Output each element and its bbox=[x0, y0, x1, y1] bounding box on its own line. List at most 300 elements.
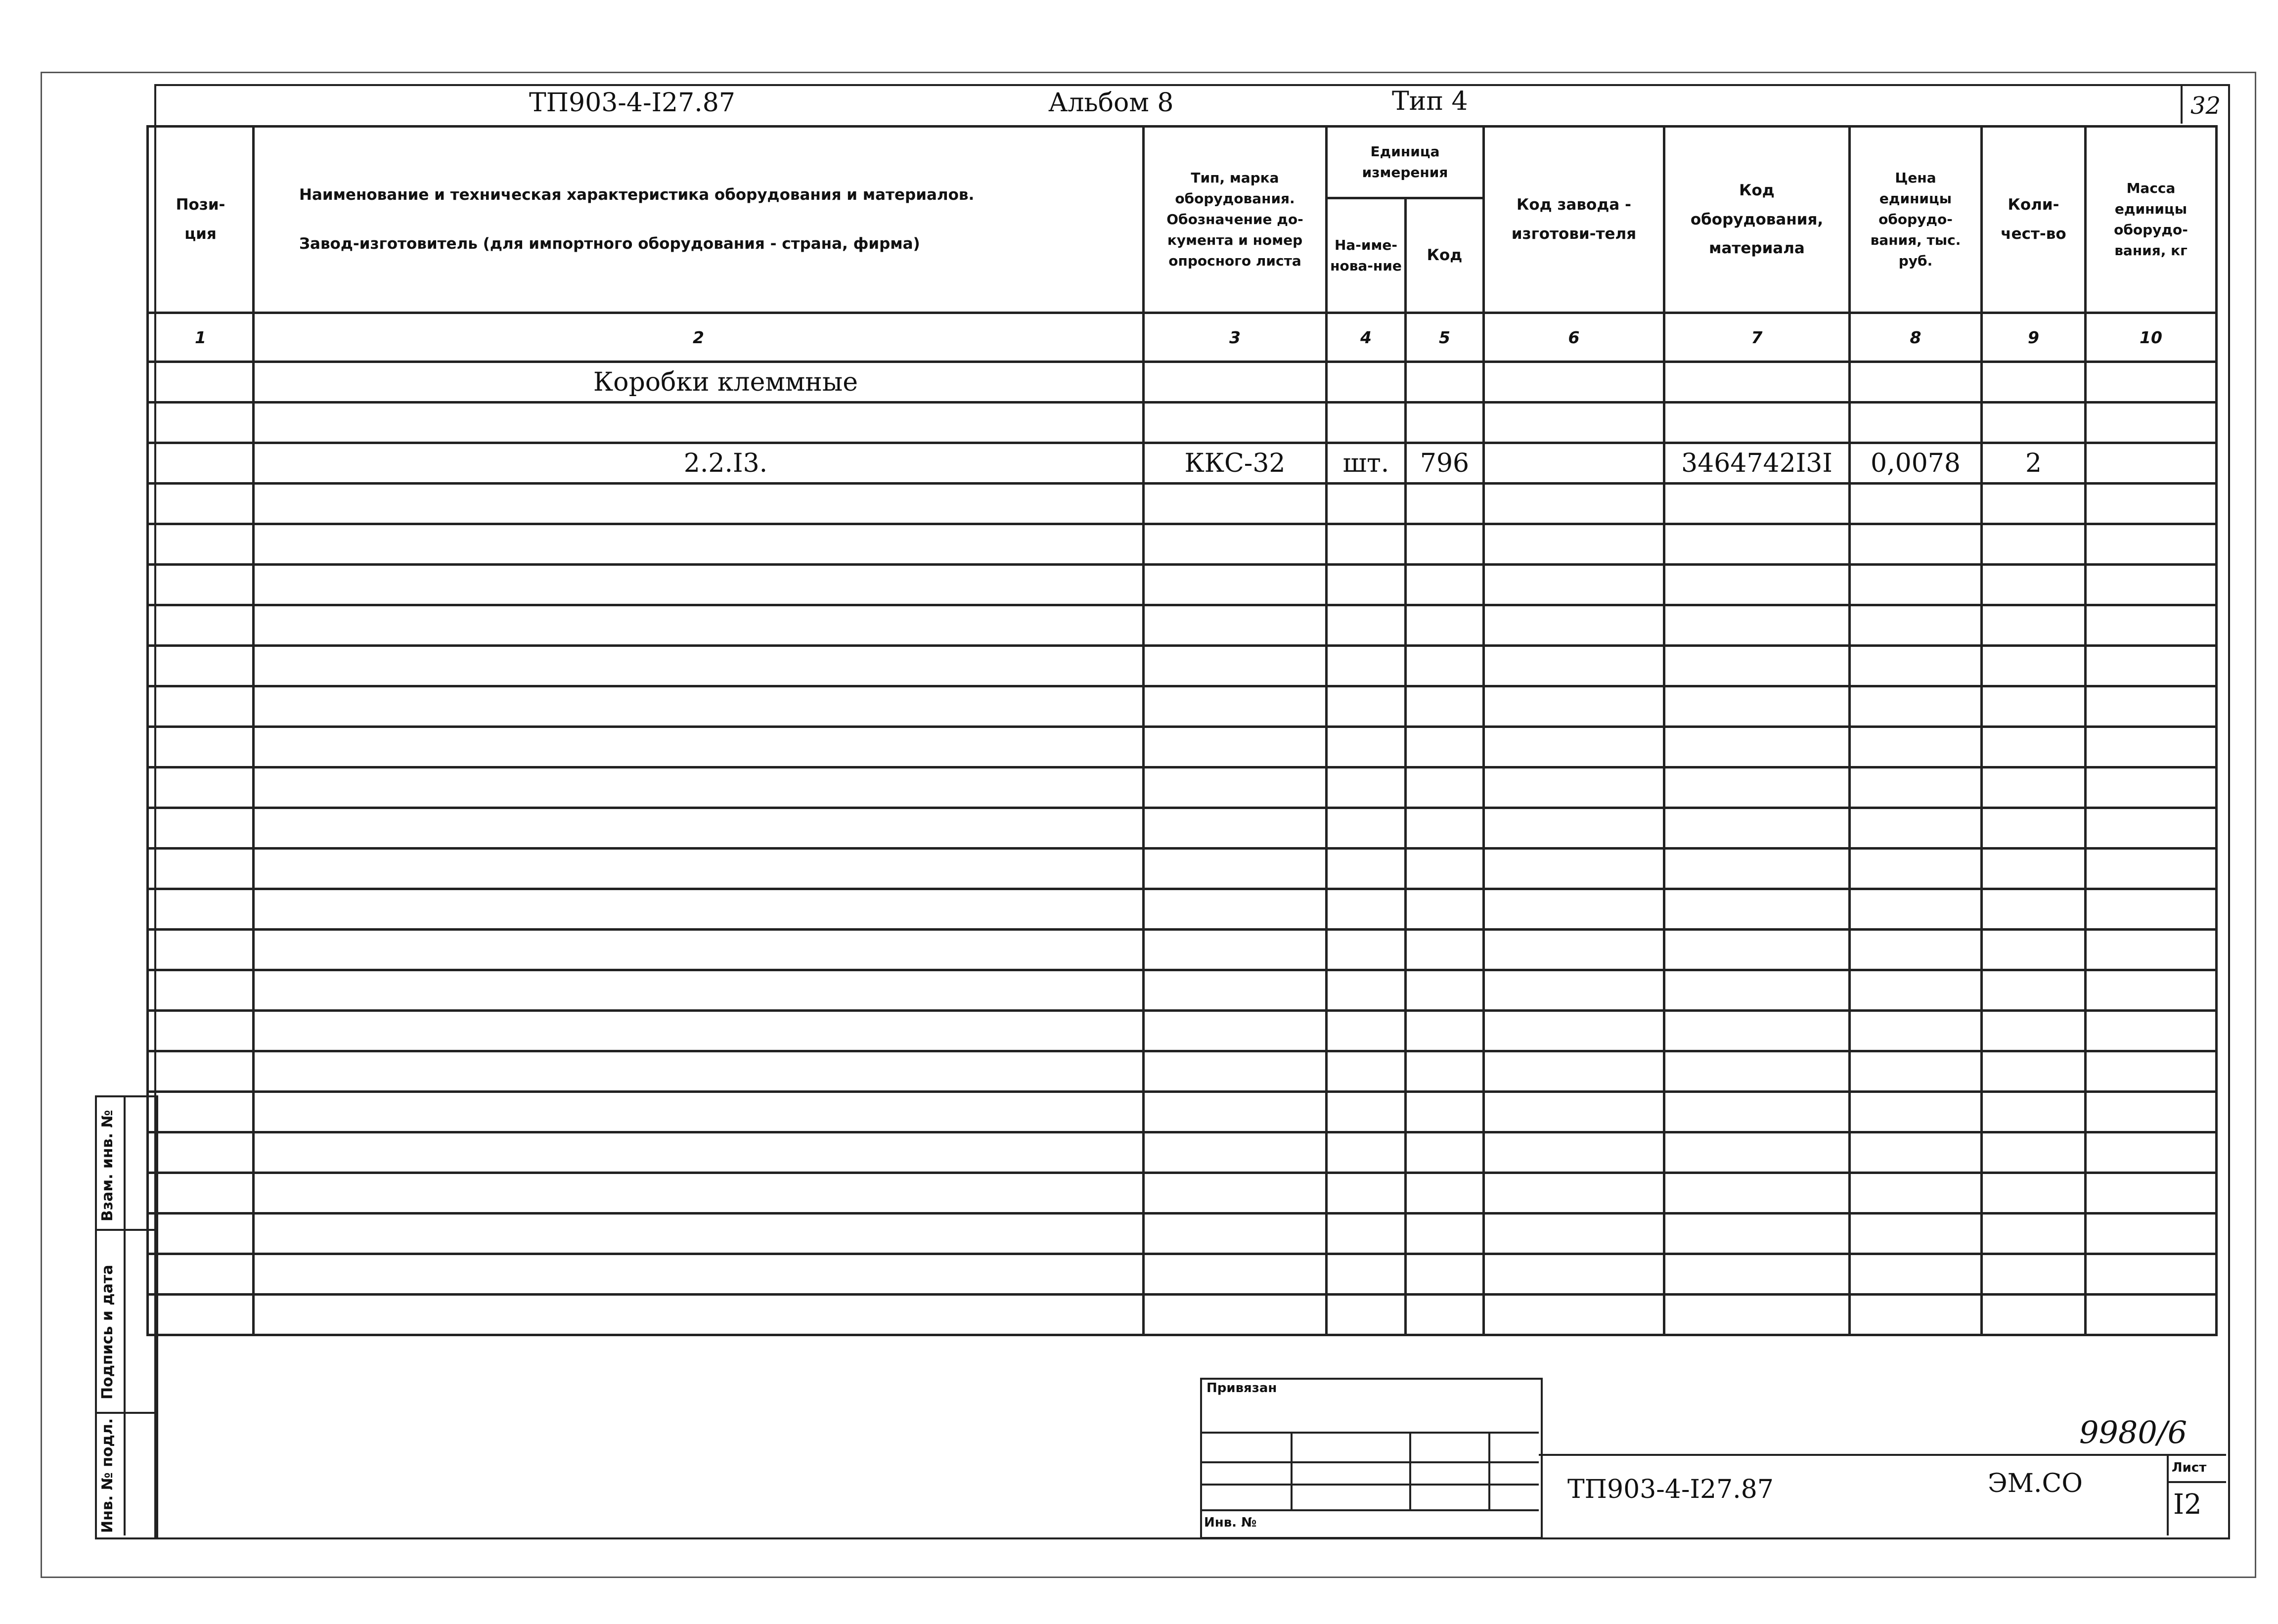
table-cell-c8 bbox=[1850, 889, 1982, 930]
table-cell-c4 bbox=[1327, 362, 1406, 403]
table-cell-c2 bbox=[254, 1295, 1144, 1335]
table-cell-c6 bbox=[1484, 484, 1664, 524]
col-header-type: Тип, марка оборудования. Обозначение до-кумента и номер опросного листа bbox=[1144, 127, 1327, 313]
table-cell-c10 bbox=[2086, 889, 2217, 930]
table-cell-c5 bbox=[1406, 646, 1484, 686]
side-label-inv-podl: Инв. № подл. bbox=[99, 1418, 116, 1533]
table-cell-c7 bbox=[1664, 1092, 1850, 1132]
table-cell-c6 bbox=[1484, 646, 1664, 686]
table-cell-c10 bbox=[2086, 1092, 2217, 1132]
table-cell-c7 bbox=[1664, 1132, 1850, 1173]
table-cell-c8 bbox=[1850, 849, 1982, 889]
table-cell-c7 bbox=[1664, 1214, 1850, 1254]
table-cell-c5 bbox=[1406, 1254, 1484, 1295]
table-cell-c8 bbox=[1850, 646, 1982, 686]
table-cell-c4 bbox=[1327, 565, 1406, 605]
col-number: 8 bbox=[1850, 313, 1982, 362]
table-cell-c8 bbox=[1850, 565, 1982, 605]
table-row bbox=[148, 605, 2217, 646]
table-cell-c8 bbox=[1850, 970, 1982, 1011]
table-row bbox=[148, 362, 2217, 403]
table-cell-c2: Коробки клеммные bbox=[254, 362, 1144, 403]
table-cell-c1 bbox=[148, 1092, 254, 1132]
table-cell-c9 bbox=[1982, 727, 2086, 767]
stamp-doc-mark: ЭМ.СО bbox=[1988, 1469, 2083, 1498]
table-cell-c1 bbox=[148, 565, 254, 605]
table-cell-c2 bbox=[254, 524, 1144, 565]
table-cell-c8 bbox=[1850, 1051, 1982, 1092]
table-cell-c6 bbox=[1484, 443, 1664, 484]
side-label-sign-date: Подпись и дата bbox=[99, 1264, 116, 1399]
table-cell-c2 bbox=[254, 605, 1144, 646]
table-cell-c3 bbox=[1144, 1132, 1327, 1173]
table-cell-c5: 796 bbox=[1406, 443, 1484, 484]
table-cell-c5 bbox=[1406, 727, 1484, 767]
table-cell-c2 bbox=[254, 484, 1144, 524]
table-cell-c4 bbox=[1327, 1092, 1406, 1132]
table-cell-c9 bbox=[1982, 484, 2086, 524]
table-cell-c6 bbox=[1484, 889, 1664, 930]
side-divider bbox=[95, 1229, 154, 1231]
table-cell-c1 bbox=[148, 727, 254, 767]
table-cell-c5 bbox=[1406, 930, 1484, 970]
table-cell-c7 bbox=[1664, 403, 1850, 443]
table-cell-c6 bbox=[1484, 1214, 1664, 1254]
table-cell-c8 bbox=[1850, 1295, 1982, 1335]
table-cell-c8 bbox=[1850, 1214, 1982, 1254]
table-cell-c2: 2.2.I3. bbox=[254, 443, 1144, 484]
table-cell-c8 bbox=[1850, 1254, 1982, 1295]
table-cell-c1 bbox=[148, 362, 254, 403]
table-cell-c7 bbox=[1664, 808, 1850, 849]
doc-code-header: ТП903-4-I27.87 bbox=[529, 88, 735, 118]
table-cell-c10 bbox=[2086, 443, 2217, 484]
table-cell-c4 bbox=[1327, 1132, 1406, 1173]
table-cell-c6 bbox=[1484, 1173, 1664, 1214]
table-cell-c1 bbox=[148, 1051, 254, 1092]
table-cell-c9 bbox=[1982, 605, 2086, 646]
table-cell-c8 bbox=[1850, 362, 1982, 403]
table-cell-c3 bbox=[1144, 889, 1327, 930]
table-cell-c7 bbox=[1664, 1011, 1850, 1051]
table-cell-c9 bbox=[1982, 808, 2086, 849]
table-cell-c1 bbox=[148, 646, 254, 686]
table-cell-c1 bbox=[148, 767, 254, 808]
table-cell-c10 bbox=[2086, 362, 2217, 403]
col-number: 4 bbox=[1327, 313, 1406, 362]
title-block-divider bbox=[2167, 1481, 2226, 1483]
table-cell-c4 bbox=[1327, 727, 1406, 767]
table-cell-c4: шт. bbox=[1327, 443, 1406, 484]
table-cell-c9 bbox=[1982, 686, 2086, 727]
table-row bbox=[148, 808, 2217, 849]
col-number: 2 bbox=[254, 313, 1144, 362]
col-number: 10 bbox=[2086, 313, 2217, 362]
table-cell-c5 bbox=[1406, 1295, 1484, 1335]
table-row bbox=[148, 1132, 2217, 1173]
table-row bbox=[148, 686, 2217, 727]
table-cell-c8 bbox=[1850, 605, 1982, 646]
table-row bbox=[148, 1011, 2217, 1051]
table-cell-c10 bbox=[2086, 1173, 2217, 1214]
table-cell-c7 bbox=[1664, 565, 1850, 605]
col-number: 3 bbox=[1144, 313, 1327, 362]
handwritten-number: 9980/6 bbox=[2079, 1414, 2188, 1450]
side-divider bbox=[124, 1095, 126, 1535]
stamp-privyazan-label: Привязан bbox=[1206, 1381, 1277, 1396]
table-cell-c7 bbox=[1664, 930, 1850, 970]
table-cell-c4 bbox=[1327, 484, 1406, 524]
table-cell-c8 bbox=[1850, 727, 1982, 767]
table-cell-c10 bbox=[2086, 484, 2217, 524]
col-header-material-code: Код оборудования, материала bbox=[1664, 127, 1850, 313]
table-cell-c5 bbox=[1406, 808, 1484, 849]
table-cell-c9 bbox=[1982, 930, 2086, 970]
table-cell-c9 bbox=[1982, 1173, 2086, 1214]
table-row bbox=[148, 565, 2217, 605]
table-cell-c10 bbox=[2086, 930, 2217, 970]
table-cell-c6 bbox=[1484, 1092, 1664, 1132]
table-cell-c7 bbox=[1664, 1173, 1850, 1214]
table-cell-c3: ККС-32 bbox=[1144, 443, 1327, 484]
table-cell-c1 bbox=[148, 889, 254, 930]
table-cell-c4 bbox=[1327, 1295, 1406, 1335]
table-cell-c4 bbox=[1327, 605, 1406, 646]
table-cell-c8 bbox=[1850, 808, 1982, 849]
table-row bbox=[148, 970, 2217, 1011]
table-cell-c9 bbox=[1982, 849, 2086, 889]
table-cell-c10 bbox=[2086, 808, 2217, 849]
stamp-grid bbox=[1409, 1432, 1411, 1511]
table-cell-c10 bbox=[2086, 1214, 2217, 1254]
table-cell-c6 bbox=[1484, 686, 1664, 727]
table-cell-c3 bbox=[1144, 484, 1327, 524]
table-cell-c2 bbox=[254, 889, 1144, 930]
table-cell-c2 bbox=[254, 849, 1144, 889]
col-number: 5 bbox=[1406, 313, 1484, 362]
table-cell-c1 bbox=[148, 484, 254, 524]
table-cell-c5 bbox=[1406, 484, 1484, 524]
table-cell-c9 bbox=[1982, 362, 2086, 403]
table-row bbox=[148, 1173, 2217, 1214]
table-cell-c1 bbox=[148, 443, 254, 484]
table-cell-c10 bbox=[2086, 403, 2217, 443]
table-cell-c6 bbox=[1484, 524, 1664, 565]
table-cell-c2 bbox=[254, 686, 1144, 727]
table-cell-c1 bbox=[148, 970, 254, 1011]
table-cell-c2 bbox=[254, 1011, 1144, 1051]
table-cell-c10 bbox=[2086, 524, 2217, 565]
table-cell-c7 bbox=[1664, 970, 1850, 1011]
table-cell-c3 bbox=[1144, 930, 1327, 970]
table-cell-c7 bbox=[1664, 1295, 1850, 1335]
table-cell-c1 bbox=[148, 686, 254, 727]
table-cell-c7 bbox=[1664, 484, 1850, 524]
table-cell-c8 bbox=[1850, 767, 1982, 808]
table-cell-c3 bbox=[1144, 646, 1327, 686]
table-cell-c8 bbox=[1850, 524, 1982, 565]
table-cell-c1 bbox=[148, 930, 254, 970]
table-cell-c6 bbox=[1484, 1011, 1664, 1051]
table-cell-c2 bbox=[254, 808, 1144, 849]
table-cell-c9: 2 bbox=[1982, 443, 2086, 484]
table-cell-c2 bbox=[254, 930, 1144, 970]
table-cell-c8 bbox=[1850, 930, 1982, 970]
table-cell-c6 bbox=[1484, 727, 1664, 767]
table-cell-c4 bbox=[1327, 767, 1406, 808]
col-header-unit: Единица измерения bbox=[1327, 127, 1484, 198]
table-cell-c1 bbox=[148, 849, 254, 889]
col-header-unit-name: На-име-нова-ние bbox=[1327, 198, 1406, 313]
table-cell-c5 bbox=[1406, 524, 1484, 565]
table-row bbox=[148, 1092, 2217, 1132]
table-cell-c7 bbox=[1664, 889, 1850, 930]
table-cell-c7 bbox=[1664, 767, 1850, 808]
table-row bbox=[148, 524, 2217, 565]
table-cell-c6 bbox=[1484, 1132, 1664, 1173]
stamp-inv-label: Инв. № bbox=[1204, 1515, 1257, 1530]
table-cell-c9 bbox=[1982, 1011, 2086, 1051]
table-cell-c1 bbox=[148, 605, 254, 646]
table-cell-c4 bbox=[1327, 1051, 1406, 1092]
table-cell-c10 bbox=[2086, 565, 2217, 605]
table-cell-c6 bbox=[1484, 930, 1664, 970]
table-cell-c8 bbox=[1850, 686, 1982, 727]
table-cell-c5 bbox=[1406, 1173, 1484, 1214]
table-cell-c3 bbox=[1144, 1254, 1327, 1295]
table-cell-c4 bbox=[1327, 930, 1406, 970]
table-cell-c9 bbox=[1982, 646, 2086, 686]
table-cell-c10 bbox=[2086, 646, 2217, 686]
table-cell-c4 bbox=[1327, 646, 1406, 686]
table-row bbox=[148, 727, 2217, 767]
table-cell-c6 bbox=[1484, 605, 1664, 646]
table-cell-c1 bbox=[148, 1011, 254, 1051]
table-cell-c5 bbox=[1406, 1092, 1484, 1132]
table-cell-c10 bbox=[2086, 849, 2217, 889]
table-cell-c3 bbox=[1144, 767, 1327, 808]
table-cell-c4 bbox=[1327, 1254, 1406, 1295]
col-header-factory-code: Код завода - изготови-теля bbox=[1484, 127, 1664, 313]
table-cell-c1 bbox=[148, 1214, 254, 1254]
col-number: 7 bbox=[1664, 313, 1850, 362]
table-cell-c6 bbox=[1484, 1254, 1664, 1295]
table-cell-c5 bbox=[1406, 849, 1484, 889]
table-cell-c5 bbox=[1406, 889, 1484, 930]
table-cell-c6 bbox=[1484, 403, 1664, 443]
table-cell-c8 bbox=[1850, 484, 1982, 524]
col-header-price: Цена единицы оборудо-вания, тыс. руб. bbox=[1850, 127, 1982, 313]
stamp-grid bbox=[1488, 1432, 1490, 1511]
spec-table bbox=[146, 125, 2218, 1336]
table-cell-c10 bbox=[2086, 686, 2217, 727]
table-cell-c1 bbox=[148, 1173, 254, 1214]
col-header-mass: Масса единицы оборудо-вания, кг bbox=[2086, 127, 2217, 313]
table-cell-c3 bbox=[1144, 970, 1327, 1011]
table-cell-c2 bbox=[254, 1092, 1144, 1132]
table-row bbox=[148, 443, 2217, 484]
table-cell-c3 bbox=[1144, 403, 1327, 443]
col-header-name: Наименование и техническая характеристика оборудования и материалов. Завод-изготовитель (для импортного оборудования - страна, фирма) bbox=[254, 127, 1144, 313]
table-cell-c6 bbox=[1484, 362, 1664, 403]
table-cell-c3 bbox=[1144, 1214, 1327, 1254]
table-cell-c2 bbox=[254, 767, 1144, 808]
table-cell-c10 bbox=[2086, 727, 2217, 767]
table-cell-c10 bbox=[2086, 1254, 2217, 1295]
table-cell-c3 bbox=[1144, 1092, 1327, 1132]
table-cell-c5 bbox=[1406, 970, 1484, 1011]
table-row bbox=[148, 1214, 2217, 1254]
table-row bbox=[148, 403, 2217, 443]
table-cell-c1 bbox=[148, 1254, 254, 1295]
table-cell-c3 bbox=[1144, 565, 1327, 605]
table-cell-c2 bbox=[254, 970, 1144, 1011]
table-row bbox=[148, 1051, 2217, 1092]
table-cell-c2 bbox=[254, 1214, 1144, 1254]
table-cell-c10 bbox=[2086, 1132, 2217, 1173]
table-cell-c5 bbox=[1406, 565, 1484, 605]
table-cell-c9 bbox=[1982, 1254, 2086, 1295]
table-cell-c10 bbox=[2086, 970, 2217, 1011]
col-number: 1 bbox=[148, 313, 254, 362]
table-cell-c3 bbox=[1144, 524, 1327, 565]
table-cell-c1 bbox=[148, 1295, 254, 1335]
table-cell-c9 bbox=[1982, 970, 2086, 1011]
table-cell-c6 bbox=[1484, 849, 1664, 889]
table-cell-c10 bbox=[2086, 1295, 2217, 1335]
table-cell-c2 bbox=[254, 565, 1144, 605]
table-cell-c6 bbox=[1484, 1051, 1664, 1092]
table-cell-c6 bbox=[1484, 565, 1664, 605]
col-number: 9 bbox=[1982, 313, 2086, 362]
table-cell-c2 bbox=[254, 1254, 1144, 1295]
table-cell-c8 bbox=[1850, 1092, 1982, 1132]
table-cell-c3 bbox=[1144, 362, 1327, 403]
table-cell-c4 bbox=[1327, 808, 1406, 849]
table-cell-c8 bbox=[1850, 403, 1982, 443]
table-cell-c7 bbox=[1664, 524, 1850, 565]
table-cell-c9 bbox=[1982, 1051, 2086, 1092]
table-cell-c5 bbox=[1406, 1051, 1484, 1092]
table-cell-c2 bbox=[254, 1173, 1144, 1214]
table-cell-c6 bbox=[1484, 1295, 1664, 1335]
table-cell-c2 bbox=[254, 1051, 1144, 1092]
col-header-unit-code: Код bbox=[1406, 198, 1484, 313]
table-cell-c6 bbox=[1484, 970, 1664, 1011]
table-cell-c7 bbox=[1664, 1254, 1850, 1295]
table-cell-c9 bbox=[1982, 524, 2086, 565]
table-cell-c2 bbox=[254, 1132, 1144, 1173]
table-cell-c8 bbox=[1850, 1011, 1982, 1051]
type-label: Тип 4 bbox=[1392, 87, 1468, 116]
table-cell-c4 bbox=[1327, 970, 1406, 1011]
table-cell-c3 bbox=[1144, 686, 1327, 727]
table-cell-c5 bbox=[1406, 767, 1484, 808]
table-cell-c4 bbox=[1327, 686, 1406, 727]
stamp-sheet-label: Лист bbox=[2172, 1460, 2207, 1475]
album-label: Альбом 8 bbox=[1048, 88, 1174, 118]
table-cell-c8: 0,0078 bbox=[1850, 443, 1982, 484]
table-cell-c3 bbox=[1144, 849, 1327, 889]
table-cell-c4 bbox=[1327, 849, 1406, 889]
table-cell-c9 bbox=[1982, 1295, 2086, 1335]
table-row bbox=[148, 767, 2217, 808]
table-cell-c7 bbox=[1664, 686, 1850, 727]
table-cell-c5 bbox=[1406, 362, 1484, 403]
table-cell-c7 bbox=[1664, 849, 1850, 889]
table-cell-c3 bbox=[1144, 1051, 1327, 1092]
table-cell-c9 bbox=[1982, 889, 2086, 930]
table-row bbox=[148, 930, 2217, 970]
table-cell-c2 bbox=[254, 403, 1144, 443]
stamp-sheet-number: I2 bbox=[2173, 1489, 2202, 1521]
table-cell-c1 bbox=[148, 403, 254, 443]
table-cell-c5 bbox=[1406, 605, 1484, 646]
table-cell-c7 bbox=[1664, 362, 1850, 403]
table-cell-c4 bbox=[1327, 1214, 1406, 1254]
title-block-divider bbox=[2167, 1454, 2169, 1535]
table-cell-c2 bbox=[254, 727, 1144, 767]
table-cell-c4 bbox=[1327, 524, 1406, 565]
table-cell-c7 bbox=[1664, 646, 1850, 686]
side-divider bbox=[95, 1412, 154, 1414]
table-cell-c2 bbox=[254, 646, 1144, 686]
table-cell-c8 bbox=[1850, 1173, 1982, 1214]
table-cell-c6 bbox=[1484, 767, 1664, 808]
table-cell-c7: 3464742I3I bbox=[1664, 443, 1850, 484]
table-cell-c3 bbox=[1144, 1173, 1327, 1214]
table-cell-c6 bbox=[1484, 808, 1664, 849]
table-cell-c3 bbox=[1144, 1295, 1327, 1335]
table-row bbox=[148, 646, 2217, 686]
table-row bbox=[148, 1295, 2217, 1335]
table-cell-c9 bbox=[1982, 403, 2086, 443]
table-cell-c9 bbox=[1982, 767, 2086, 808]
table-cell-c1 bbox=[148, 1132, 254, 1173]
table-row bbox=[148, 484, 2217, 524]
table-cell-c5 bbox=[1406, 1132, 1484, 1173]
table-cell-c10 bbox=[2086, 1011, 2217, 1051]
table-cell-c4 bbox=[1327, 403, 1406, 443]
table-cell-c9 bbox=[1982, 1214, 2086, 1254]
stamp-grid bbox=[1291, 1432, 1293, 1511]
table-cell-c1 bbox=[148, 808, 254, 849]
table-cell-c4 bbox=[1327, 1011, 1406, 1051]
table-cell-c1 bbox=[148, 524, 254, 565]
stamp-doc-code: ТП903-4-I27.87 bbox=[1567, 1475, 1774, 1504]
table-cell-c4 bbox=[1327, 1173, 1406, 1214]
col-number: 6 bbox=[1484, 313, 1664, 362]
table-cell-c9 bbox=[1982, 1132, 2086, 1173]
table-cell-c7 bbox=[1664, 1051, 1850, 1092]
table-cell-c8 bbox=[1850, 1132, 1982, 1173]
table-cell-c3 bbox=[1144, 605, 1327, 646]
table-cell-c5 bbox=[1406, 686, 1484, 727]
table-cell-c5 bbox=[1406, 1214, 1484, 1254]
table-row bbox=[148, 849, 2217, 889]
table-cell-c3 bbox=[1144, 727, 1327, 767]
table-cell-c3 bbox=[1144, 808, 1327, 849]
table-cell-c10 bbox=[2086, 1051, 2217, 1092]
table-cell-c4 bbox=[1327, 889, 1406, 930]
table-cell-c5 bbox=[1406, 1011, 1484, 1051]
col-header-quantity: Коли-чест-во bbox=[1982, 127, 2086, 313]
table-cell-c3 bbox=[1144, 1011, 1327, 1051]
table-cell-c5 bbox=[1406, 403, 1484, 443]
table-cell-c10 bbox=[2086, 605, 2217, 646]
table-cell-c7 bbox=[1664, 727, 1850, 767]
table-cell-c10 bbox=[2086, 767, 2217, 808]
